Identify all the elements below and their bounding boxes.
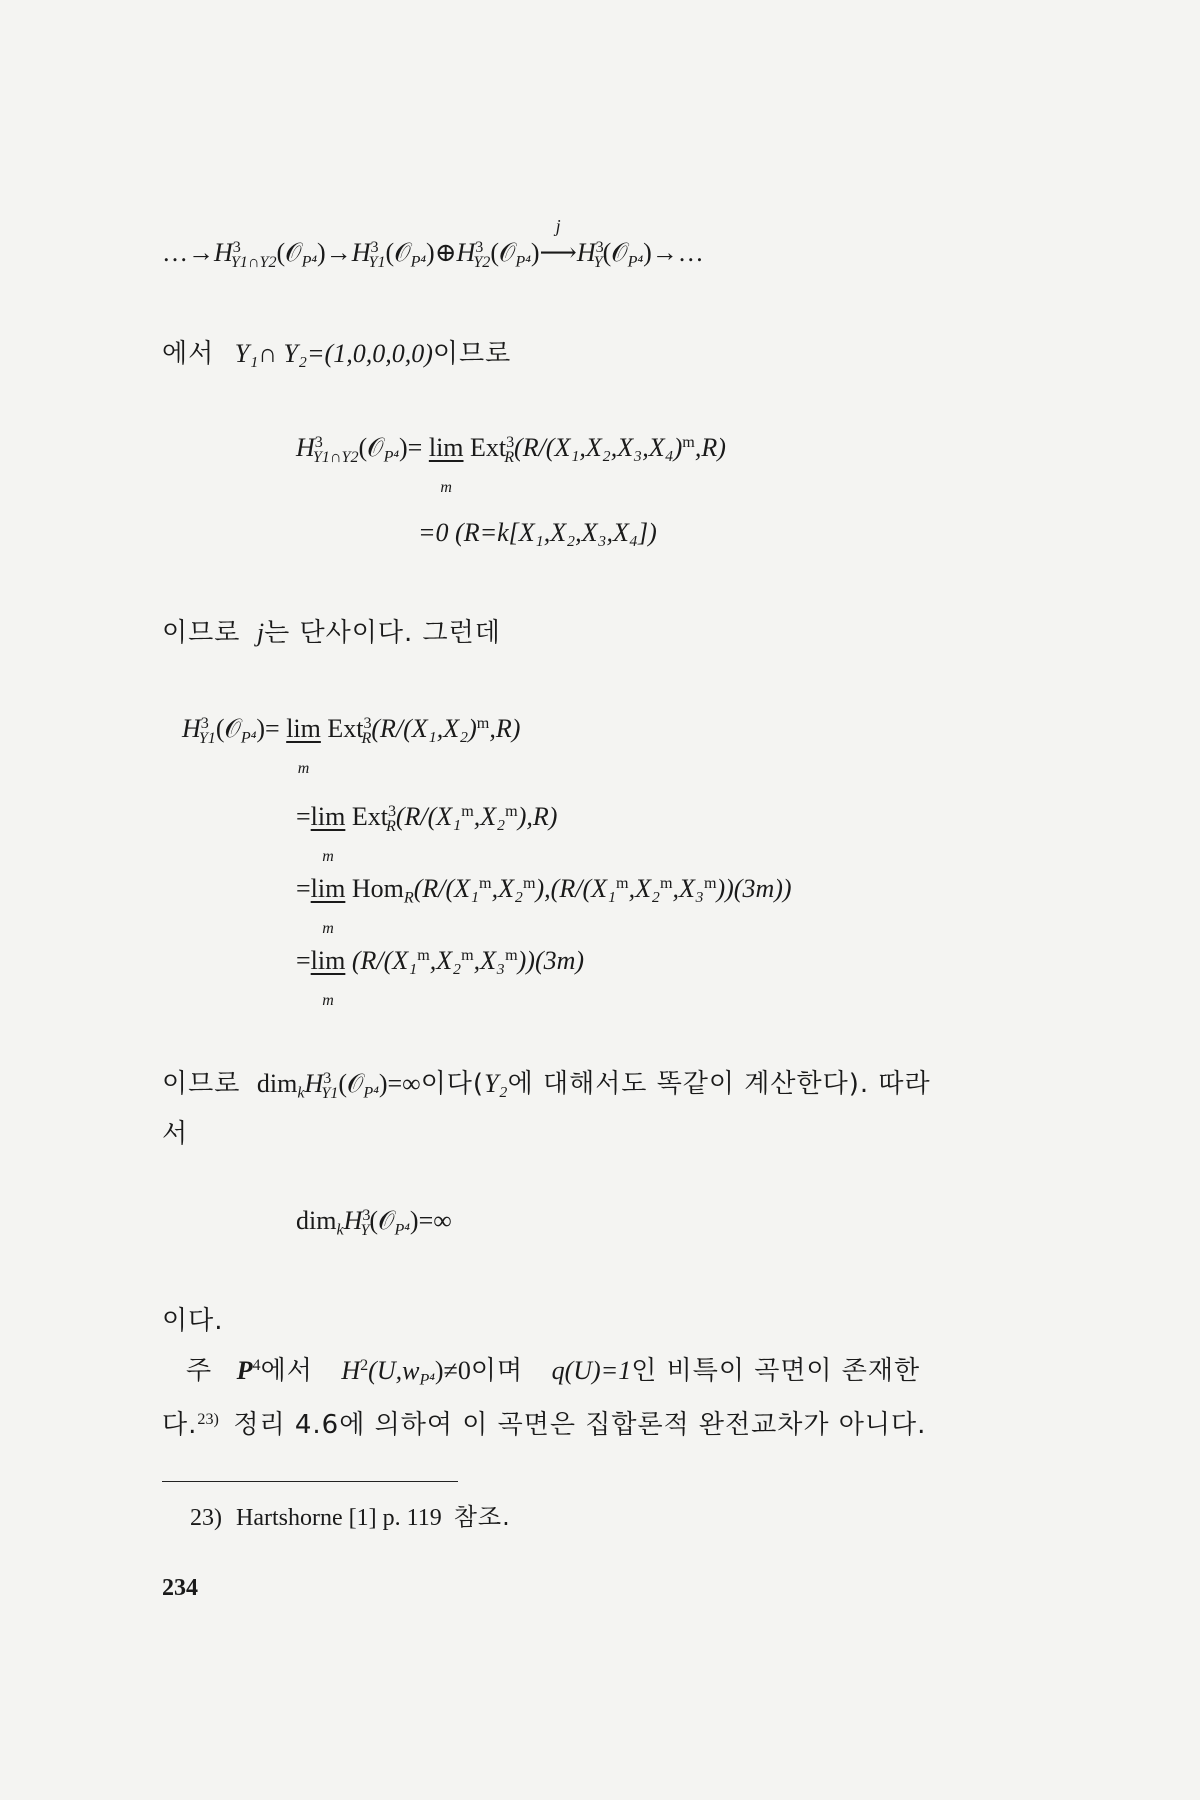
equation-step-3: =lim m Hom$_R$(R/(X₁$^m$,X₂$^m$),(R/(X₁$^m$,X₂$^m$,X₃$^m$))(3m)) — [296, 874, 792, 937]
page-number: 234 — [162, 1575, 198, 1601]
text-line-intersection: 에서 Y₁∩ Y₂=(1,0,0,0,0)이므로 — [162, 339, 512, 369]
equation-step-2: =lim m Ext$^3_R$(R/(X₁$^m$,X₂$^m$),R) — [296, 802, 558, 865]
equation-step-4: =lim m (R/(X₁$^m$,X₂$^m$,X₃$^m$))(3m) — [296, 946, 585, 1009]
equation-dimension-infinite: $dim_kH^3_Y(𝒪_{P^4})=\infty$ — [296, 1206, 452, 1239]
exact-sequence: $\dots\to H^3_{Y1\cap Y2}(𝒪_{P^4})\to H^3_{Y1}(𝒪_{P^4})\oplus H^3_{Y2}(𝒪_{P^4})$ j $⟶H^3_Y(𝒪_{P^4})\to\dots$ — [162, 216, 704, 271]
equation-local-cohomology-intersection: $H^3_{Y1\cap Y2}(𝒪_{P^4})= \lim$ m $Ext^3_R(R/(X_1,X_2,X_3,X_4)^m,R)$ — [296, 433, 726, 496]
text-line-injective: 이므로 j는 단사이다. 그런데 — [162, 618, 501, 648]
equation-local-cohomology-y1: $H^3_{Y1}(𝒪_{P^4})= \lim$ m $Ext^3_R(R/(X_1,X_2)^m,R)$ — [182, 714, 521, 777]
direct-limit: lim m — [286, 714, 321, 777]
text-line-dimension: 이므로 $dim_kH^3_{Y1}(𝒪_{P^4})=\infty$이다(Y₂에 대해서도 똑같이 계산한다). 따라 — [162, 1069, 931, 1102]
direct-limit: lim m — [428, 433, 464, 496]
footnote-ref[interactable]: 23) — [197, 1411, 219, 1429]
direct-limit: lim m — [310, 874, 346, 937]
text-line-dimension-cont: 서 — [162, 1119, 189, 1149]
footnote-number: 23) — [190, 1505, 222, 1531]
equation-zero-result: =0 (R=k[X₁,X₂,X₃,X₄]) — [418, 518, 657, 547]
text-line-conclusion: 이다. — [162, 1306, 224, 1336]
footnote-divider — [162, 1481, 458, 1482]
map-arrow-j: j ⟶ — [539, 216, 577, 267]
text-line-remark: 주 $P^4$에서 $H^2(U,w_{P^4})\ne 0$이며 q(U)=1인 비특이 곡면이 존재한 — [186, 1356, 921, 1389]
direct-limit: lim m — [310, 802, 346, 865]
footnote: 23) Hartshorne [1] p. 119 참조. — [190, 1503, 511, 1531]
text-line-theorem-ref: 다.$^{23)}$ 정리 4.6에 의하여 이 곡면은 집합론적 완전교차가 아니다. — [162, 1410, 927, 1440]
direct-limit: lim m — [310, 946, 346, 1009]
